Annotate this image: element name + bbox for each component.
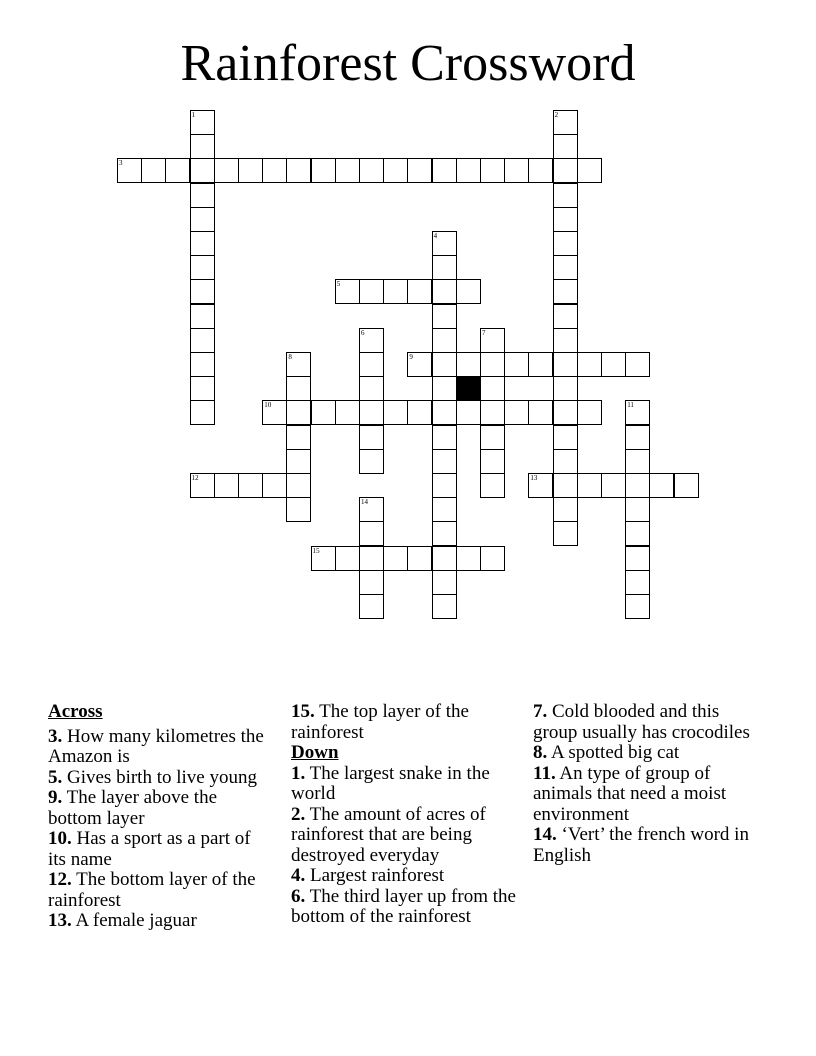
crossword-cell[interactable] (625, 400, 650, 425)
crossword-cell[interactable] (432, 352, 457, 377)
crossword-cell[interactable] (432, 158, 457, 183)
clue-number: 3 (119, 159, 123, 168)
crossword-cell[interactable] (190, 352, 215, 377)
clue-number: 1 (191, 111, 196, 119)
crossword-cell[interactable] (383, 400, 408, 425)
crossword-cell[interactable] (432, 449, 457, 474)
crossword-cell[interactable] (359, 352, 384, 377)
crossword-cell[interactable] (528, 158, 553, 183)
crossword-cell[interactable] (432, 279, 457, 304)
crossword-cell[interactable] (383, 279, 408, 304)
crossword-cell[interactable] (190, 328, 215, 353)
crossword-cell[interactable] (432, 497, 457, 522)
crossword-cell[interactable] (553, 425, 578, 450)
crossword-cell[interactable] (577, 158, 602, 183)
crossword-cell[interactable] (190, 400, 215, 425)
crossword-cell[interactable] (553, 207, 578, 232)
clue-item-number: 8. (533, 742, 548, 763)
crossword-cell[interactable] (335, 400, 360, 425)
crossword-cell[interactable] (601, 352, 626, 377)
clue-item-text: A spotted big cat (547, 742, 680, 763)
clue-item-number: 10. (48, 828, 72, 849)
crossword-cell[interactable] (407, 546, 432, 571)
crossword-cell[interactable] (553, 328, 578, 353)
crossword-cell[interactable] (190, 207, 215, 232)
crossword-cell[interactable] (432, 255, 457, 280)
crossword-cell[interactable] (625, 546, 650, 571)
crossword-cell[interactable] (456, 279, 481, 304)
crossword-cell[interactable] (456, 400, 481, 425)
clue-item (48, 829, 273, 870)
crossword-cell[interactable] (190, 304, 215, 329)
crossword-cell[interactable] (311, 158, 336, 183)
clue-number: 13 (530, 474, 538, 482)
clue-item-number: 12. (48, 869, 72, 890)
clue-item-number: 13. (48, 910, 72, 931)
crossword-cell[interactable] (407, 158, 432, 183)
crossword-cell[interactable] (432, 376, 457, 401)
clue-item-number: 6. (291, 885, 306, 907)
page-title: Rainforest Crossword (180, 35, 636, 92)
crossword-cell[interactable] (553, 134, 578, 159)
clue-item-text: The amount of acres of rainforest that are being destroyed everyday (291, 803, 486, 866)
clue-number: 7 (482, 328, 486, 337)
crossword-cell[interactable] (335, 279, 360, 304)
clue-item-text: The bottom layer of the rainforest (48, 869, 256, 911)
crossword-cell[interactable] (407, 352, 432, 377)
crossword-cell[interactable] (528, 400, 553, 425)
crossword-cell[interactable] (214, 158, 239, 183)
crossword-cell[interactable] (359, 546, 384, 571)
crossword-cell[interactable] (504, 400, 529, 425)
crossword-cell[interactable] (117, 158, 142, 183)
clue-number: 14 (361, 498, 368, 507)
crossword-cell[interactable] (480, 352, 505, 377)
crossword-cell[interactable] (190, 183, 215, 208)
crossword-cell[interactable] (359, 449, 384, 474)
clue-item (48, 911, 273, 932)
clue-item-number: 7. (533, 701, 548, 722)
crossword-cell[interactable] (480, 546, 505, 571)
clue-item-text: The layer above the bottom layer (48, 787, 217, 829)
crossword-cell[interactable] (359, 570, 384, 595)
crossword-cell[interactable] (553, 352, 578, 377)
crossword-cell[interactable] (432, 521, 457, 546)
clue-item (533, 764, 758, 826)
crossword-cell[interactable] (601, 473, 626, 498)
crossword-cell[interactable] (359, 400, 384, 425)
crossword-cell[interactable] (480, 473, 505, 498)
clue-item (533, 743, 758, 764)
crossword-cell[interactable] (553, 183, 578, 208)
crossword-cell[interactable] (480, 328, 505, 353)
clue-item-number: 9. (48, 787, 63, 808)
crossword-cell[interactable] (553, 449, 578, 474)
crossword-cell[interactable] (432, 594, 457, 619)
clue-item (291, 764, 526, 805)
clue-item-number: 3. (48, 725, 63, 747)
crossword-cell[interactable] (165, 158, 190, 183)
clue-item-text: How many kilometres the Amazon is (48, 725, 264, 767)
crossword-cell[interactable] (553, 110, 578, 135)
crossword-cell[interactable] (262, 473, 287, 498)
clue-item-number: 2. (291, 803, 306, 825)
clue-number: 2 (554, 111, 559, 119)
crossword-cell[interactable] (553, 521, 578, 546)
clue-item (48, 788, 273, 829)
crossword-cell[interactable] (286, 497, 311, 522)
crossword-cell[interactable] (553, 279, 578, 304)
crossword-cell[interactable] (238, 158, 263, 183)
clue-item-text: ‘Vert’ the french word in English (533, 824, 749, 866)
crossword-cell[interactable] (625, 473, 650, 498)
crossword-cell[interactable] (625, 497, 650, 522)
clue-number: 9 (409, 353, 413, 361)
clue-item-number: 15. (291, 701, 315, 722)
clue-item (533, 702, 758, 743)
crossword-cell[interactable] (674, 473, 699, 498)
crossword-cell[interactable] (577, 473, 602, 498)
crossword-cell[interactable] (286, 352, 311, 377)
crossword-cell[interactable] (528, 473, 553, 498)
clue-item (291, 866, 526, 887)
clue-number: 8 (288, 353, 292, 361)
clue-number: 6 (361, 328, 365, 337)
crossword-cell[interactable] (190, 473, 215, 498)
clue-item (291, 887, 526, 928)
crossword-cell[interactable] (432, 231, 457, 256)
clue-item-text: Largest rainforest (305, 865, 445, 886)
clue-item-text: The top layer of the rainforest (291, 701, 469, 743)
crossword-cell[interactable] (407, 279, 432, 304)
crossword-cell[interactable] (238, 473, 263, 498)
clue-number: 12 (191, 474, 199, 482)
crossword-block (456, 376, 481, 401)
crossword-cell[interactable] (456, 158, 481, 183)
crossword-cell[interactable] (480, 376, 505, 401)
crossword-cell[interactable] (504, 158, 529, 183)
crossword-cell[interactable] (432, 400, 457, 425)
crossword-cell[interactable] (359, 521, 384, 546)
crossword-cell[interactable] (286, 449, 311, 474)
crossword-cell[interactable] (480, 158, 505, 183)
crossword-cell[interactable] (190, 231, 215, 256)
crossword-cell[interactable] (577, 352, 602, 377)
clue-item (291, 702, 526, 743)
crossword-cell[interactable] (480, 425, 505, 450)
clue-item-number: 1. (291, 762, 306, 784)
across-heading: Across (48, 701, 103, 722)
crossword-cell[interactable] (625, 352, 650, 377)
crossword-cell[interactable] (262, 158, 287, 183)
crossword-cell[interactable] (190, 279, 215, 304)
crossword-cell[interactable] (383, 546, 408, 571)
clue-item (48, 727, 273, 768)
crossword-cell[interactable] (432, 473, 457, 498)
crossword-cell[interactable] (625, 449, 650, 474)
crossword-cell[interactable] (553, 231, 578, 256)
clue-column-1 (48, 702, 273, 932)
crossword-cell[interactable] (190, 134, 215, 159)
crossword-cell[interactable] (286, 473, 311, 498)
crossword-cell[interactable] (214, 473, 239, 498)
crossword-cell[interactable] (359, 376, 384, 401)
crossword-cell[interactable] (553, 376, 578, 401)
crossword-cell[interactable] (359, 279, 384, 304)
clue-item (533, 825, 758, 866)
crossword-cell[interactable] (553, 497, 578, 522)
crossword-cell[interactable] (190, 376, 215, 401)
crossword-cell[interactable] (190, 158, 215, 183)
crossword-cell[interactable] (359, 425, 384, 450)
clue-item-number: 11. (533, 762, 556, 784)
clue-item (48, 870, 273, 911)
crossword-cell[interactable] (286, 376, 311, 401)
clue-item-text: A female jaguar (71, 910, 197, 931)
crossword-cell[interactable] (359, 328, 384, 353)
crossword-cell[interactable] (432, 304, 457, 329)
crossword-cell[interactable] (553, 304, 578, 329)
crossword-cell[interactable] (407, 400, 432, 425)
crossword-cell[interactable] (311, 400, 336, 425)
clue-item-text: Has a sport as a part of its name (48, 828, 251, 870)
down-heading: Down (291, 742, 339, 763)
crossword-cell[interactable] (190, 255, 215, 280)
clue-number: 15 (312, 546, 320, 555)
crossword-cell[interactable] (553, 400, 578, 425)
crossword-cell[interactable] (553, 255, 578, 280)
crossword-cell[interactable] (286, 425, 311, 450)
crossword-cell[interactable] (625, 594, 650, 619)
crossword-cell[interactable] (649, 473, 674, 498)
crossword-cell[interactable] (432, 425, 457, 450)
clue-column-2 (291, 702, 526, 928)
clue-item-text: An type of group of animals that need a moist environment (533, 762, 727, 825)
crossword-cell[interactable] (625, 521, 650, 546)
crossword-cell[interactable] (577, 400, 602, 425)
crossword-cell[interactable] (359, 594, 384, 619)
crossword-cell[interactable] (383, 158, 408, 183)
crossword-cell[interactable] (480, 400, 505, 425)
clue-item-text: The third layer up from the bottom of the rainforest (291, 885, 516, 927)
crossword-cell[interactable] (456, 546, 481, 571)
clue-item (48, 768, 273, 789)
crossword-cell[interactable] (286, 158, 311, 183)
crossword-cell[interactable] (141, 158, 166, 183)
crossword-cell[interactable] (359, 497, 384, 522)
crossword-cell[interactable] (432, 570, 457, 595)
clue-number: 4 (433, 232, 438, 240)
crossword-cell[interactable] (335, 158, 360, 183)
crossword-cell[interactable] (528, 352, 553, 377)
crossword-cell[interactable] (625, 570, 650, 595)
crossword-cell[interactable] (190, 110, 215, 135)
clue-item (291, 805, 526, 867)
crossword-cell[interactable] (311, 546, 336, 571)
crossword-cell[interactable] (286, 400, 311, 425)
crossword-cell[interactable] (335, 546, 360, 571)
crossword-cell[interactable] (480, 449, 505, 474)
clue-item-number: 14. (533, 824, 557, 845)
clue-item-text: Gives birth to live young (62, 766, 257, 788)
crossword-cell[interactable] (456, 352, 481, 377)
crossword-cell[interactable] (625, 425, 650, 450)
clue-item-number: 4. (291, 865, 306, 886)
clue-number: 10 (264, 401, 272, 410)
clue-number: 5 (336, 280, 341, 289)
crossword-cell[interactable] (432, 328, 457, 353)
crossword-cell[interactable] (553, 158, 578, 183)
crossword-cell[interactable] (262, 400, 287, 425)
clue-item-text: The largest snake in the world (291, 762, 490, 804)
crossword-cell[interactable] (553, 473, 578, 498)
clue-item-text: Cold blooded and this group usually has crocodiles (533, 701, 750, 743)
crossword-cell[interactable] (504, 352, 529, 377)
crossword-cell[interactable] (359, 158, 384, 183)
clue-column-3 (533, 702, 758, 866)
clue-item-number: 5. (48, 766, 63, 788)
clue-number: 11 (627, 401, 634, 410)
crossword-cell[interactable] (432, 546, 457, 571)
